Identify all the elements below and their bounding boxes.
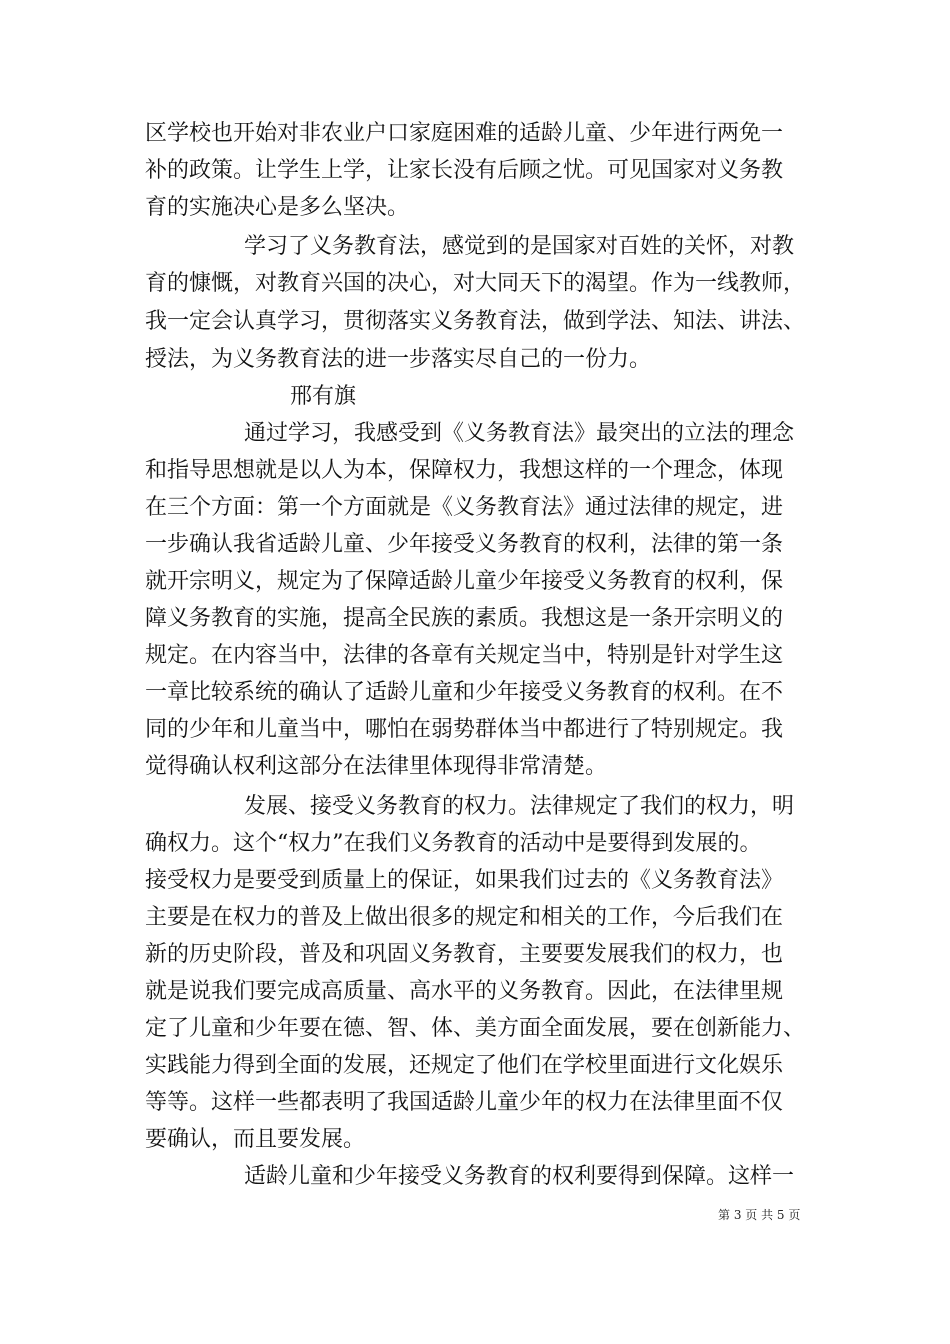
text-line: 要确认，而且要发展。 [145, 1127, 366, 1152]
text-line: 和指导思想就是以人为本，保障权力，我想这样的一个理念，体现 [145, 458, 784, 483]
page-number-footer: 第 3 页 共 5 页 [718, 1208, 801, 1222]
text-line: 一章比较系统的确认了适龄儿童和少年接受义务教育的权利。在不 [145, 680, 784, 705]
text-line: 等等。这样一些都表明了我国适龄儿童少年的权力在法律里面不仅 [145, 1090, 784, 1115]
text-line: 我一定会认真学习，贯彻落实义务教育法，做到学法、知法、讲法、 [145, 309, 806, 334]
text-line: 在三个方面：第一个方面就是《义务教育法》通过法律的规定，进 [145, 495, 784, 520]
text-line: 同的少年和儿童当中，哪怕在弱势群体当中都进行了特别规定。我 [145, 717, 784, 742]
text-line: 就是说我们要完成高质量、高水平的义务教育。因此，在法律里规 [145, 979, 784, 1004]
text-line: 主要是在权力的普及上做出很多的规定和相关的工作，今后我们在 [145, 905, 784, 930]
paragraph-first-line: 发展、接受义务教育的权力。法律规定了我们的权力，明 [244, 794, 795, 819]
text-line: 定了儿童和少年要在德、智、体、美方面全面发展，要在创新能力、 [145, 1016, 806, 1041]
text-line: 障义务教育的实施，提高全民族的素质。我想这是一条开宗明义的 [145, 606, 784, 631]
paragraph-first-line: 学习了义务教育法，感觉到的是国家对百姓的关怀，对教 [244, 234, 795, 259]
text-line: 区学校也开始对非农业户口家庭困难的适龄儿童、少年进行两免一 [145, 121, 784, 146]
text-line: 新的历史阶段，普及和巩固义务教育，主要要发展我们的权力，也 [145, 942, 784, 967]
author-name: 邢有旗 [290, 384, 357, 409]
text-line: 育的实施决心是多么坚决。 [145, 195, 410, 220]
text-line: 一步确认我省适龄儿童、少年接受义务教育的权利，法律的第一条 [145, 532, 784, 557]
text-line: 实践能力得到全面的发展，还规定了他们在学校里面进行文化娱乐 [145, 1053, 784, 1078]
paragraph-first-line: 通过学习，我感受到《义务教育法》最突出的立法的理念 [244, 421, 795, 446]
text-line: 觉得确认权利这部分在法律里体现得非常清楚。 [145, 754, 608, 779]
text-line: 就开宗明义，规定为了保障适龄儿童少年接受义务教育的权利，保 [145, 569, 784, 594]
text-line: 育的慷慨，对教育兴国的决心，对大同天下的渴望。作为一线教师， [145, 271, 806, 296]
paragraph-first-line: 适龄儿童和少年接受义务教育的权利要得到保障。这样一 [244, 1164, 795, 1189]
text-line: 补的政策。让学生上学，让家长没有后顾之忧。可见国家对义务教 [145, 158, 784, 183]
text-line: 授法，为义务教育法的进一步落实尽自己的一份力。 [145, 347, 652, 372]
text-line: 规定。在内容当中，法律的各章有关规定当中，特别是针对学生这 [145, 643, 784, 668]
text-line: 确权力。这个“权力”在我们义务教育的活动中是要得到发展的。 [145, 831, 762, 856]
text-line: 接受权力是要受到质量上的保证，如果我们过去的《义务教育法》 [145, 868, 784, 893]
